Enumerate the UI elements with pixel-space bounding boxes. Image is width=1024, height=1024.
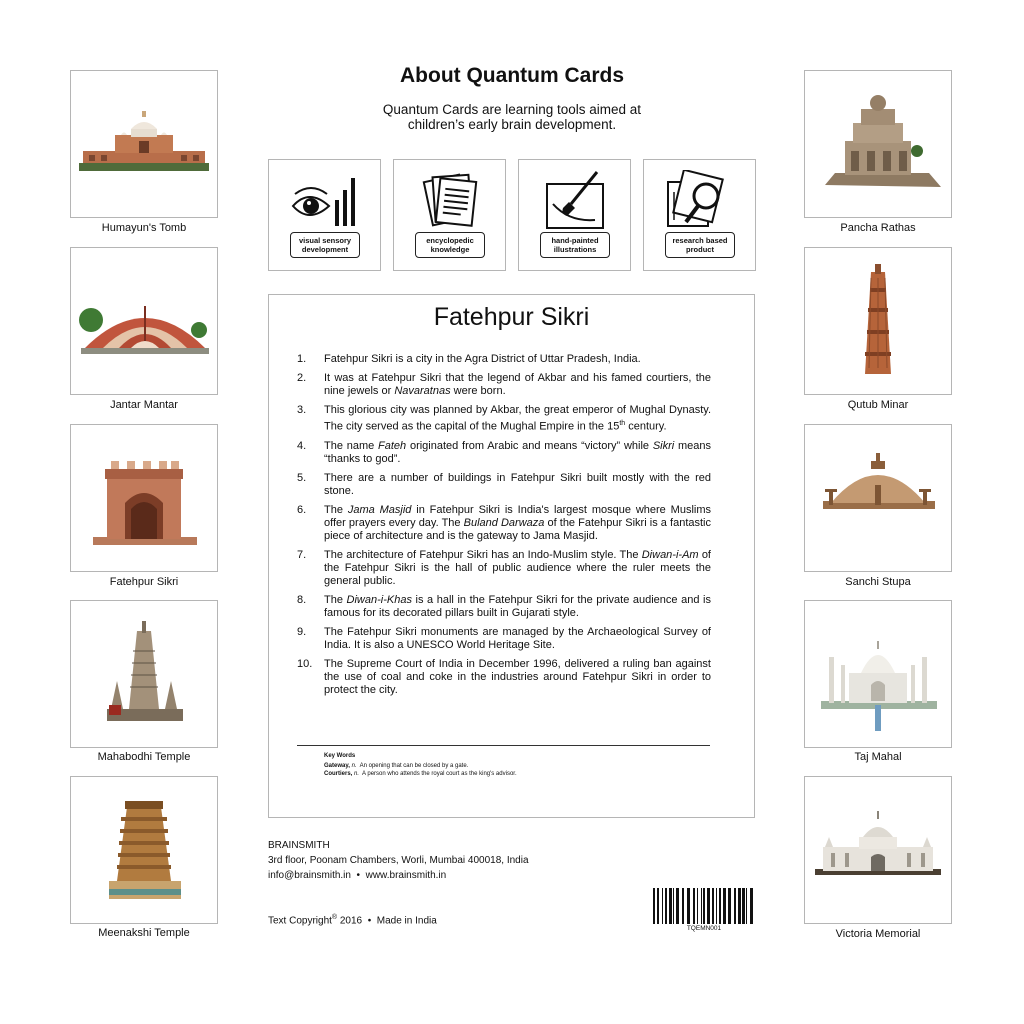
fact-text: Fatehpur Sikri is a city in the Agra District of Uttar Pradesh, India. [324, 353, 641, 365]
fact-item [297, 372, 711, 398]
fact-text: There are a number of buildings in Fatehpur Sikri built mostly with the red stone. [324, 471, 711, 497]
facts-list [297, 353, 711, 703]
feature-visual-sensory [268, 159, 381, 271]
fatehpur-sikri-illustration [71, 425, 217, 571]
barcode-bar [682, 888, 684, 924]
fact-item [297, 504, 711, 543]
card-title: Fatehpur Sikri [433, 303, 590, 331]
feature-research-based [643, 159, 756, 271]
fact-number: 6. [297, 503, 307, 516]
sanchi-stupa-illustration [805, 425, 951, 571]
fact-text: is a hall in the Fatehpur Sikri for the private audience and is famous for its decorated pillars built in Gujarati style. [324, 593, 711, 619]
fact-text: th [619, 420, 626, 427]
victoria-memorial-illustration [805, 777, 951, 923]
fact-item [297, 472, 711, 498]
card-taj-mahal[interactable] [804, 600, 952, 748]
barcode-bar [676, 888, 679, 924]
documents-icon [414, 170, 486, 230]
caption-sanchi-stupa: Sanchi Stupa [845, 576, 911, 588]
key-words [324, 752, 517, 778]
key-words-heading: Key Words [324, 753, 356, 759]
page-title: About Quantum Cards [400, 64, 624, 87]
fact-card [268, 294, 755, 818]
magnifier-icon [664, 170, 736, 230]
page-subtitle: Quantum Cards are learning tools aimed at children’s early brain development. [382, 102, 642, 132]
fact-number: 1. [297, 353, 307, 365]
fact-number: 7. [297, 548, 307, 561]
fact-text: This glorious city was planned by Akbar, the great emperor of Mughal Dynasty. The city served as the capital of the Mughal Empire in the 15 [324, 404, 711, 433]
fact-number: 3. [297, 404, 307, 416]
fact-text: means “thanks to god”. [324, 439, 711, 465]
fact-text: of the Fatehpur Sikri is a fantastic piece of architecture and is the gateway to Jama Masjid. [324, 516, 711, 542]
mahabodhi-temple-illustration [71, 601, 217, 747]
card-meenakshi-temple[interactable] [70, 776, 218, 924]
caption-victoria-memorial: Victoria Memorial [835, 928, 921, 940]
card-pancha-rathas[interactable] [804, 70, 952, 218]
feature-label: hand-painted illustrations [540, 232, 610, 258]
fact-text: Jama Masjid [347, 503, 412, 516]
caption-taj-mahal: Taj Mahal [854, 751, 902, 763]
fact-text: The [324, 593, 347, 606]
key-words-divider [297, 745, 710, 746]
feature-hand-painted [518, 159, 631, 271]
barcode-bar [653, 888, 655, 924]
barcode-bar [662, 888, 663, 924]
fact-text: Navaratnas [394, 385, 451, 397]
fact-number: 5. [297, 471, 307, 484]
barcode-bar [693, 888, 695, 924]
fact-text: Diwan-i-Am [641, 548, 699, 561]
card-fatehpur-sikri[interactable] [70, 424, 218, 572]
fact-text: of the Fatehpur Sikri is the hall of public audience where the ruler meets the general public. [324, 548, 711, 587]
copyright-line: Text Copyright® 2016 • Made in India [268, 914, 437, 927]
barcode [652, 888, 756, 926]
taj-mahal-illustration [805, 601, 951, 747]
barcode-bar [712, 888, 714, 924]
barcode-bar [687, 888, 690, 924]
fact-item [297, 549, 711, 588]
fact-text: The Fatehpur Sikri monuments are managed by the Archaeological Survey of India. It is also a UNESCO World Heritage Site. [324, 625, 711, 651]
fact-text: Fateh [378, 439, 407, 452]
fact-text: Diwan-i-Khas [346, 593, 412, 606]
caption-fatehpur-sikri: Fatehpur Sikri [109, 576, 179, 588]
barcode-bar [746, 888, 747, 924]
barcode-bar [669, 888, 672, 924]
fact-text: The name [324, 439, 379, 452]
barcode-bar [665, 888, 667, 924]
jantar-mantar-illustration [71, 248, 217, 394]
caption-jantar-mantar: Jantar Mantar [110, 399, 178, 411]
humayuns-tomb-illustration [71, 71, 217, 217]
caption-humayuns-tomb: Humayun's Tomb [101, 222, 187, 234]
barcode-bar [719, 888, 721, 924]
fact-text: Buland Darwaza [463, 516, 545, 529]
fact-number: 10. [297, 657, 313, 670]
fact-text: The Supreme Court of India in December 1996, delivered a ruling ban against the use of coal and coke in the industries around Fatehpur Sikri in order to protect the city. [324, 657, 711, 696]
barcode-bar [716, 888, 717, 924]
fact-item [297, 353, 711, 366]
fact-text: originated from Arabic and means “victory” while [406, 439, 653, 452]
fact-number: 9. [297, 625, 307, 638]
feature-encyclopedic [393, 159, 506, 271]
fact-item [297, 440, 711, 466]
fact-item [297, 404, 711, 434]
fact-item [297, 626, 711, 652]
card-jantar-mantar[interactable] [70, 247, 218, 395]
barcode-bar [697, 888, 698, 924]
barcode-bar [750, 888, 753, 924]
caption-mahabodhi-temple: Mahabodhi Temple [97, 751, 191, 763]
publisher-name: BRAINSMITH [268, 840, 330, 851]
barcode-bar [734, 888, 736, 924]
publisher-address: 3rd floor, Poonam Chambers, Worli, Mumbai 400018, India [268, 855, 529, 866]
pancha-rathas-illustration [805, 71, 951, 217]
barcode-bar [742, 888, 745, 924]
feature-label: research based product [665, 232, 735, 258]
key-word-item: Courtiers, n. A person who attends the royal court as the king's advisor. [324, 771, 517, 777]
fact-number: 2. [297, 372, 307, 384]
paintbrush-icon [539, 170, 611, 230]
fact-text: Sikri [652, 439, 675, 452]
fact-number: 8. [297, 593, 307, 606]
fact-text: The [324, 503, 348, 516]
barcode-bar [703, 888, 705, 924]
feature-label: encyclopedic knowledge [415, 232, 485, 258]
key-word-item: Gateway, n. An opening that can be closed by a gate. [324, 763, 469, 769]
eye-icon [289, 170, 361, 230]
caption-pancha-rathas: Pancha Rathas [840, 222, 916, 234]
fact-text: It was at Fatehpur Sikri that the legend of Akbar and his famed courtiers, the nine jewels or [324, 372, 711, 397]
fact-number: 4. [297, 439, 307, 452]
fact-item [297, 594, 711, 620]
meenakshi-temple-illustration [71, 777, 217, 923]
fact-item [297, 658, 711, 697]
caption-qutub-minar: Qutub Minar [847, 399, 909, 411]
barcode-bar [701, 888, 702, 924]
publisher-email[interactable]: info@brainsmith.in [268, 870, 351, 881]
barcode-bar [707, 888, 710, 924]
card-sanchi-stupa[interactable] [804, 424, 952, 572]
barcode-bar [673, 888, 674, 924]
card-qutub-minar[interactable] [804, 247, 952, 395]
fact-text: The architecture of Fatehpur Sikri has an Indo-Muslim style. The [324, 548, 642, 561]
barcode-bar [723, 888, 726, 924]
publisher-website[interactable]: www.brainsmith.in [365, 870, 447, 881]
barcode-bar [738, 888, 741, 924]
publisher-info: BRAINSMITH 3rd floor, Poonam Chambers, Worli, Mumbai 400018, India info@brainsmith.in • www.brainsmith.in [268, 840, 529, 881]
card-humayuns-tomb[interactable] [70, 70, 218, 218]
feature-label: visual sensory development [290, 232, 360, 258]
caption-meenakshi-temple: Meenakshi Temple [98, 927, 190, 939]
card-victoria-memorial[interactable] [804, 776, 952, 924]
fact-text: were born. [450, 385, 506, 397]
barcode-text: TQEMN001 [686, 925, 722, 932]
barcode-bar [728, 888, 731, 924]
card-mahabodhi-temple[interactable] [70, 600, 218, 748]
fact-text: century. [625, 420, 667, 433]
fact-text: in Fatehpur Sikri is India's largest mosque where Muslims offer prayers every day. The [324, 503, 711, 529]
barcode-bar [657, 888, 659, 924]
qutub-minar-illustration [805, 248, 951, 394]
